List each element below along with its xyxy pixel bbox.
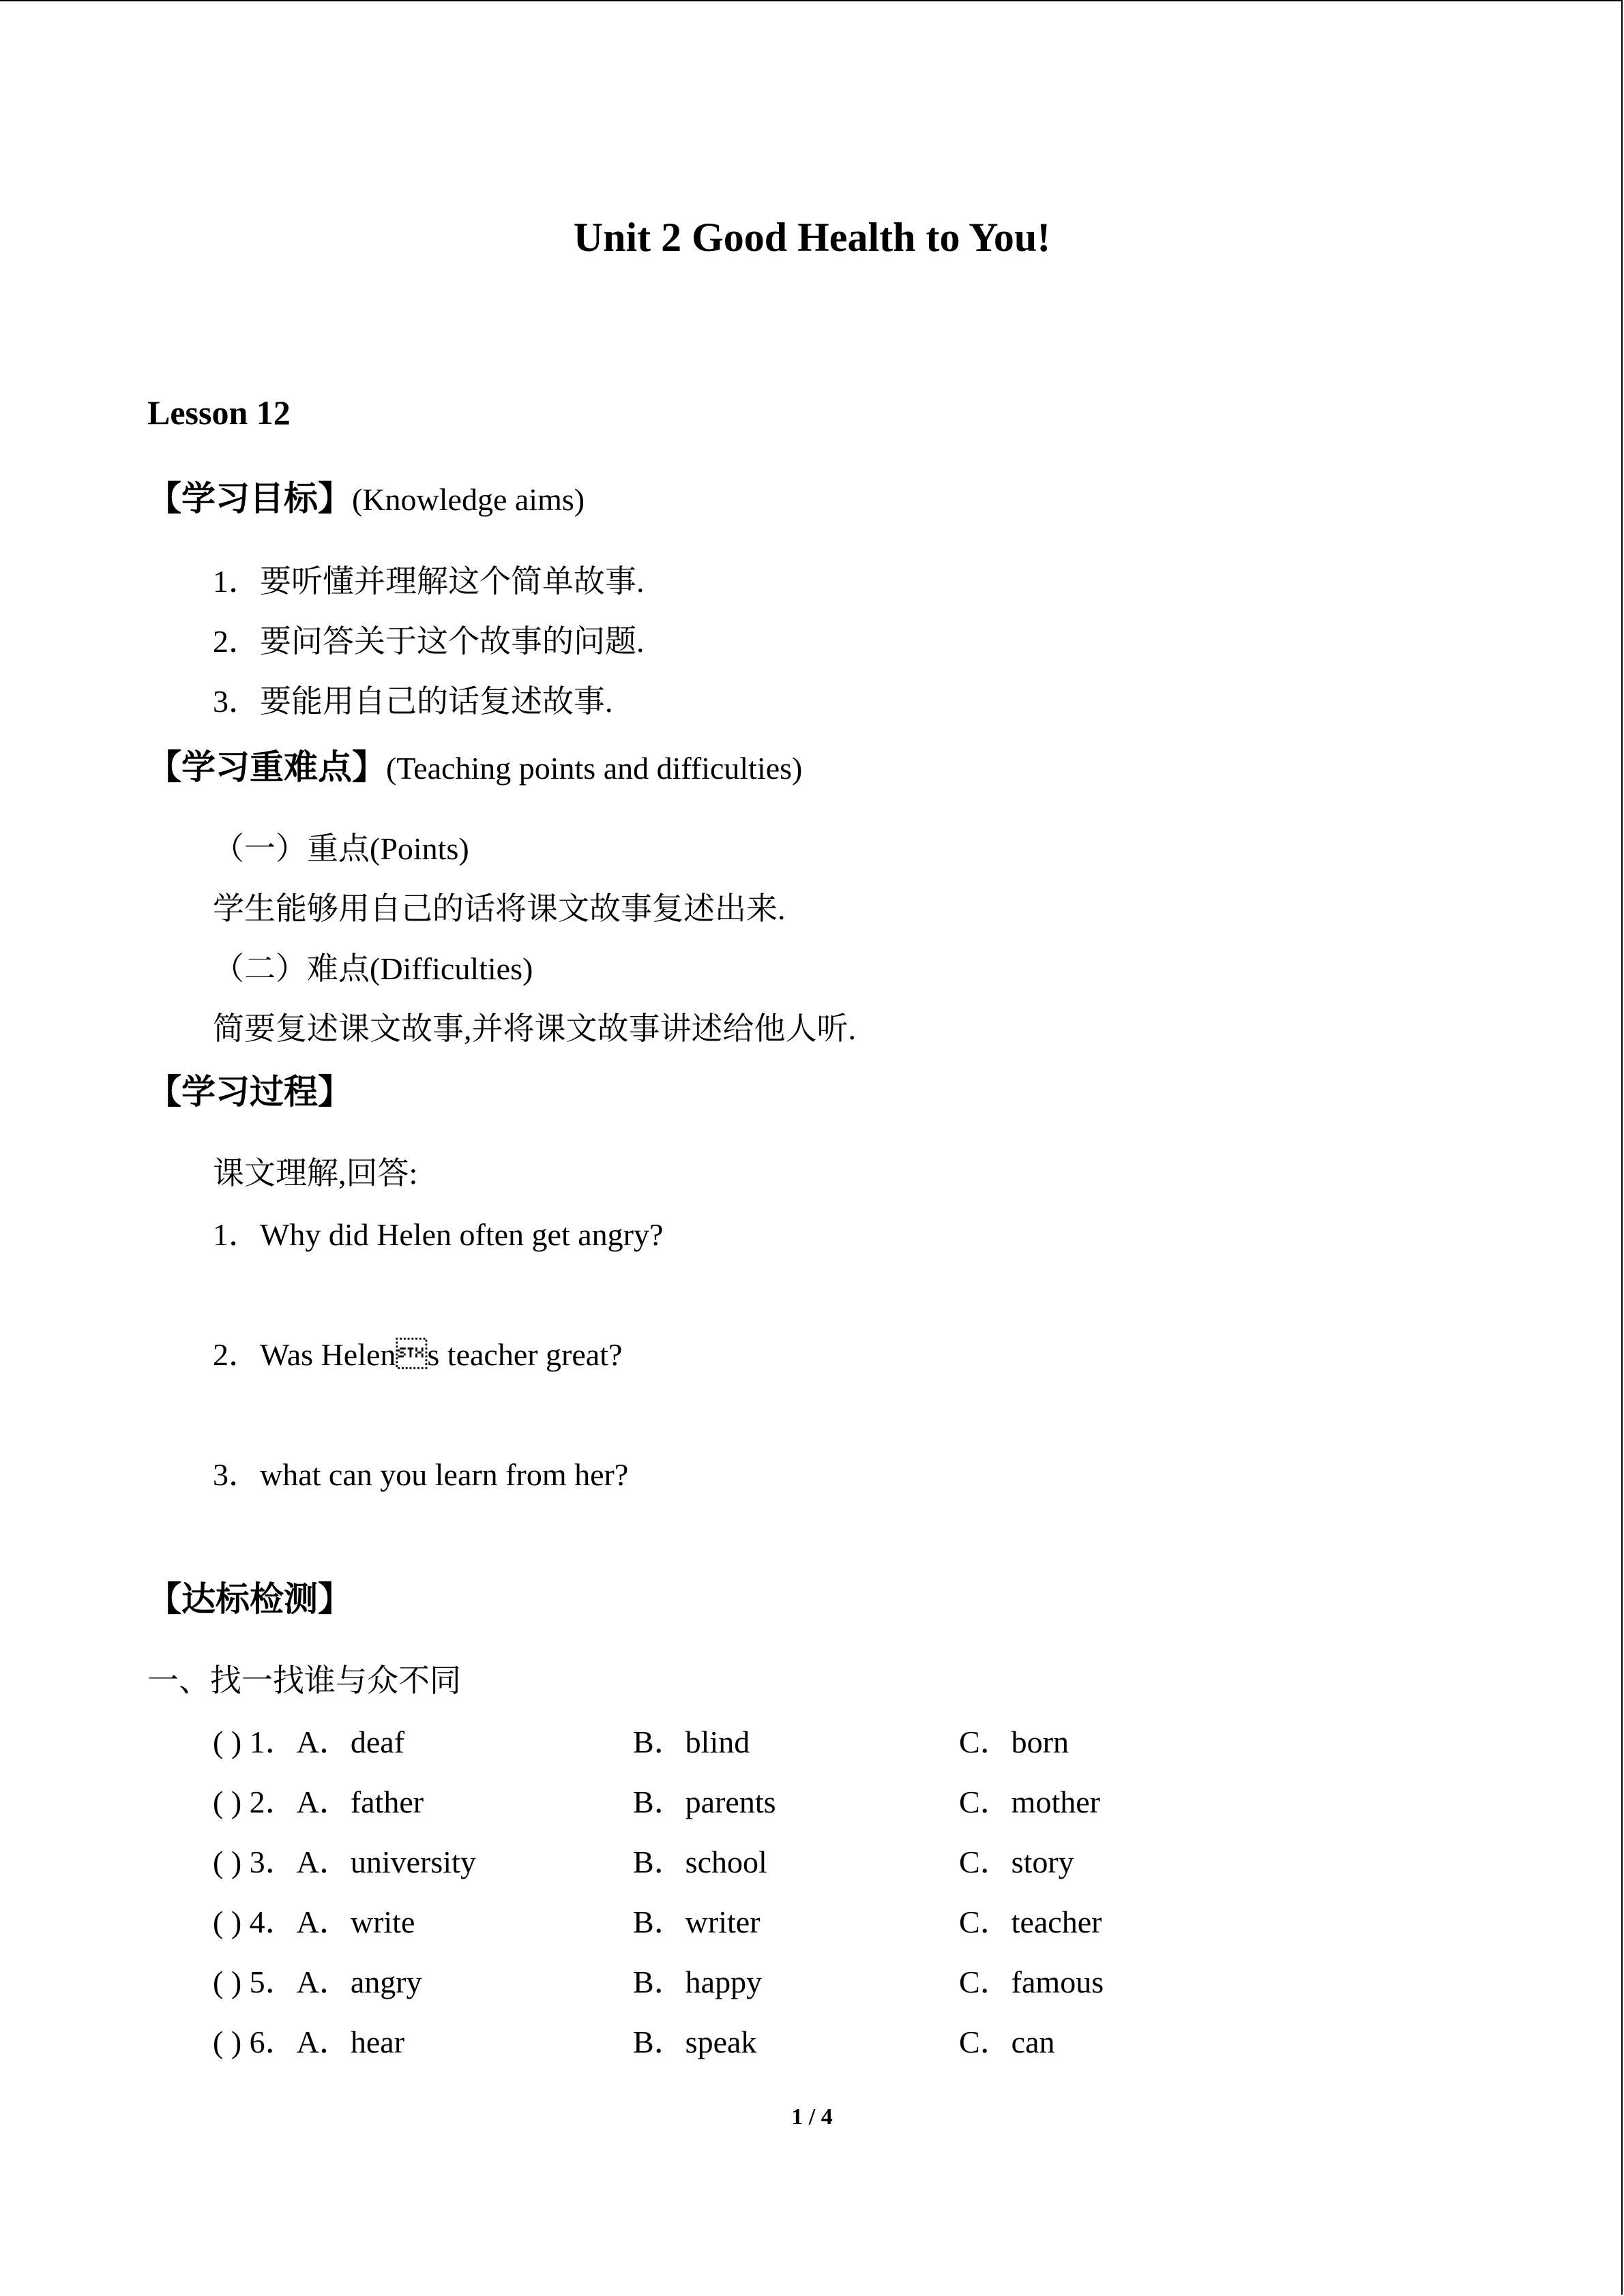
test-row-6-c: C．can xyxy=(959,2025,1055,2059)
aims-heading xyxy=(147,481,585,516)
question-1: 1．Why did Helen often get angry? xyxy=(213,1217,664,1252)
page-number: 1 / 4 xyxy=(791,2104,833,2130)
aim-item-3: 3．要能用自己的话复述故事. xyxy=(213,684,613,719)
test-part-1: 一、找一找谁与众不同 xyxy=(147,1663,461,1698)
difficulty-text: 简要复述课文故事,并将课文故事讲述给他人听. xyxy=(213,1011,856,1046)
aim-item-1: 1．要听懂并理解这个简单故事. xyxy=(213,564,645,599)
test-row-3-c: C．story xyxy=(959,1845,1074,1879)
test-row-6-b: B．speak xyxy=(633,2025,757,2059)
test-row-4-a: ( ) 4．A．write xyxy=(213,1905,415,1939)
test-heading-cn: 【达标检测】 xyxy=(147,1579,352,1619)
test-row-5-c: C．famous xyxy=(959,1965,1104,1999)
points-heading xyxy=(147,747,803,787)
test-row-4-b: B．writer xyxy=(633,1905,761,1939)
key-point-label: （一）重点(Points) xyxy=(213,831,469,866)
key-point-text: 学生能够用自己的话将课文故事复述出来. xyxy=(213,891,786,926)
process-intro: 课文理解,回答: xyxy=(213,1156,418,1191)
test-heading xyxy=(147,1579,352,1619)
test-row-2-c: C．mother xyxy=(959,1785,1100,1819)
test-row-3-a: ( ) 3．A．university xyxy=(213,1845,476,1879)
process-heading-cn: 【学习过程】 xyxy=(147,1072,352,1112)
test-row-4-c: C．teacher xyxy=(959,1905,1102,1939)
test-row-3-b: B．school xyxy=(633,1845,767,1879)
lesson-heading: Lesson 12 xyxy=(147,393,291,432)
process-heading xyxy=(147,1072,352,1112)
test-row-1-b: B．blind xyxy=(633,1725,750,1759)
test-row-2-a: ( ) 2．A．father xyxy=(213,1785,424,1819)
test-row-2-b: B．parents xyxy=(633,1785,776,1819)
test-row-6-a: ( ) 6．A．hear xyxy=(213,2025,405,2059)
question-3: 3．what can you learn from her? xyxy=(213,1457,629,1492)
test-row-5-b: B．happy xyxy=(633,1965,763,1999)
question-2: 2．Was Helens teacher great? xyxy=(213,1337,623,1372)
test-row-5-a: ( ) 5．A．angry xyxy=(213,1965,422,1999)
test-row-1-c: C．born xyxy=(959,1725,1069,1759)
aim-item-2: 2．要问答关于这个故事的问题. xyxy=(213,624,645,659)
aims-heading-cn: 【学习目标】 xyxy=(147,479,352,518)
test-row-1-a: ( ) 1．A．deaf xyxy=(213,1725,405,1759)
points-heading-en: (Teaching points and difficulties) xyxy=(386,751,803,786)
points-heading-cn: 【学习重难点】 xyxy=(147,747,386,787)
page-title: Unit 2 Good Health to You! xyxy=(573,215,1051,260)
aims-heading-en: (Knowledge aims) xyxy=(352,482,585,517)
difficulty-label: （二）难点(Difficulties) xyxy=(213,951,533,986)
